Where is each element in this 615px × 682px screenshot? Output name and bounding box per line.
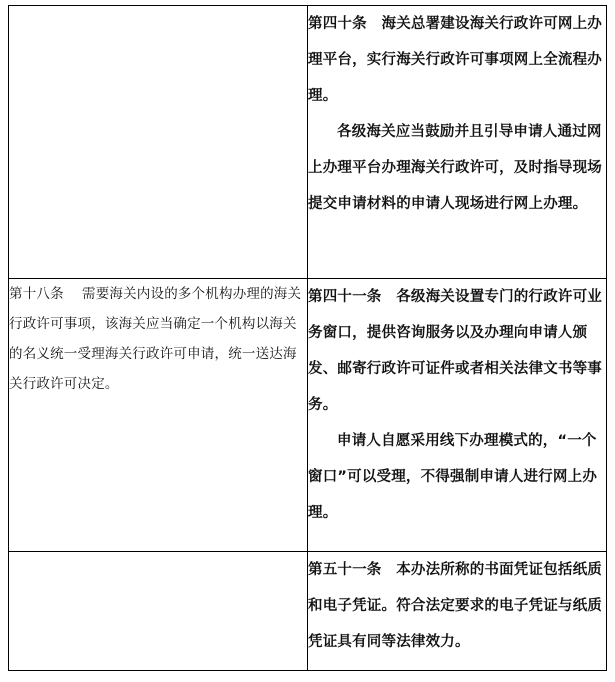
comparison-table xyxy=(8,5,607,671)
left-cell xyxy=(9,279,308,552)
article-18-text: 第十八条 需要海关内设的多个机构办理的海关行政许可事项，该海关应当确定一个机构以海关的名义统一受理海关行政许可申请，统一送达海关行政许可决定。 xyxy=(9,286,302,392)
article-40-para-2: 各级海关应当鼓励并且引导申请人通过网上办理平台办理海关行政许可，及时指导现场提交申请材料的申请人现场进行网上办理。 xyxy=(308,124,602,212)
article-51-para-1: 第五十一条 本办法所称的书面凭证包括纸质和电子凭证。符合法定要求的电子凭证与纸质凭证具有同等法律效力。 xyxy=(308,562,602,650)
table-row xyxy=(9,6,607,279)
table-row xyxy=(9,279,607,552)
right-cell xyxy=(308,279,607,552)
article-41-para-2: 申请人自愿采用线下办理模式的，“一个窗口”可以受理，不得强制申请人进行网上办理。 xyxy=(308,433,598,521)
article-40-para-1: 第四十条 海关总署建设海关行政许可网上办理平台，实行海关行政许可事项网上全流程办理。 xyxy=(308,16,602,104)
left-cell-empty xyxy=(9,552,308,671)
left-cell-empty xyxy=(9,6,308,279)
right-cell xyxy=(308,6,607,279)
right-cell xyxy=(308,552,607,671)
article-41-para-1: 第四十一条 各级海关设置专门的行政许可业务窗口，提供咨询服务以及办理向申请人颁发、邮寄行政许可证件或者相关法律文书等事务。 xyxy=(308,289,602,413)
table-row xyxy=(9,552,607,671)
